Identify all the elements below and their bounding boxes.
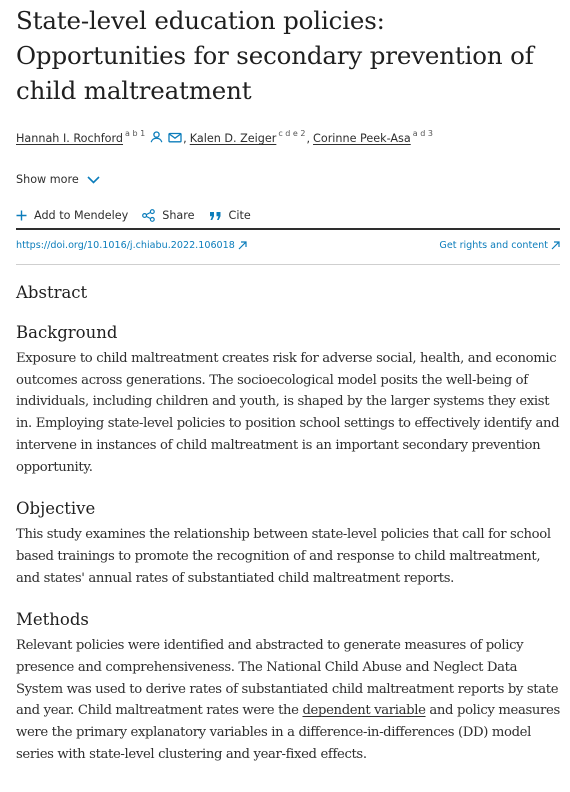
envelope-icon[interactable] xyxy=(168,132,182,146)
mendeley-label: Add to Mendeley xyxy=(34,209,129,222)
methods-text xyxy=(16,635,562,765)
article-title: State-level education policies: Opportunities for secondary prevention of child maltreatment xyxy=(16,6,534,105)
background-text: Exposure to child maltreatment creates risk for adverse social, health, and economic outcomes across generations. The socioecological model posits the well-being of individuals, including children and youth, is shaped by the larger systems they exist in. Employing state-level policies to position school settings to effectively identify and intervene in instances of child maltreatment is an important secondary prevention opportunity. xyxy=(16,351,560,475)
show-more-label: Show more xyxy=(16,173,79,186)
doi-link-text: https://doi.org/10.1016/j.chiabu.2022.106018 xyxy=(16,240,235,251)
author-affiliation-sup[interactable]: a d 3 xyxy=(412,129,433,138)
author-link[interactable]: Hannah I. Rochford xyxy=(16,132,124,145)
show-more-button[interactable] xyxy=(16,173,562,186)
share-icon xyxy=(142,209,155,222)
author-affiliation-sup[interactable]: a b 1 xyxy=(125,129,146,138)
chevron-down-icon xyxy=(87,176,100,184)
article-header xyxy=(16,0,562,766)
header-divider xyxy=(16,228,560,230)
methods-text-end: and policy measures were the primary explanatory variables in a difference-in-differences (DD) model series with state-level clustering and year-fixed effects. xyxy=(16,703,560,762)
author-affiliation-sup[interactable]: c d e 2 xyxy=(278,129,306,138)
cite-button[interactable] xyxy=(209,209,251,222)
author-link[interactable]: Kalen D. Zeiger xyxy=(189,132,277,145)
plus-icon xyxy=(16,210,27,221)
add-to-mendeley-button[interactable] xyxy=(16,209,128,222)
author-list xyxy=(16,131,562,146)
links-divider xyxy=(16,264,560,265)
dependent-variable-link[interactable]: dependent variable xyxy=(302,703,426,719)
article-actions xyxy=(16,209,562,222)
person-icon[interactable] xyxy=(150,131,163,146)
rights-link[interactable] xyxy=(439,240,560,251)
external-arrow-icon xyxy=(238,241,247,250)
author-link[interactable]: Corinne Peek-Asa xyxy=(313,132,411,145)
external-arrow-icon xyxy=(551,241,560,250)
objective-heading: Objective xyxy=(16,499,96,519)
quote-icon xyxy=(209,211,222,221)
article-links xyxy=(16,240,560,251)
abstract-heading: Abstract xyxy=(16,283,88,302)
share-button[interactable] xyxy=(142,209,194,222)
author-separator: , xyxy=(306,132,311,145)
background-heading: Background xyxy=(16,323,118,342)
doi-link[interactable] xyxy=(16,240,247,251)
methods-heading: Methods xyxy=(16,610,89,630)
objective-text: This study examines the relationship between state-level policies that call for school based trainings to promote the recognition of and response to child maltreatment, and states' annual rates of substantiated child maltreatment reports. xyxy=(16,527,551,586)
share-label: Share xyxy=(162,209,195,222)
methods-text-start: Relevant policies were identified and abstracted to generate measures of policy presence and comprehensiveness. The National Child Abuse and Neglect Data System was used to derive rates of substantiated child maltreatment reports by state and year. Child maltreatment rates were the xyxy=(16,638,559,719)
rights-link-text: Get rights and content xyxy=(439,240,548,251)
author-separator: , xyxy=(183,132,187,145)
cite-label: Cite xyxy=(228,209,251,222)
